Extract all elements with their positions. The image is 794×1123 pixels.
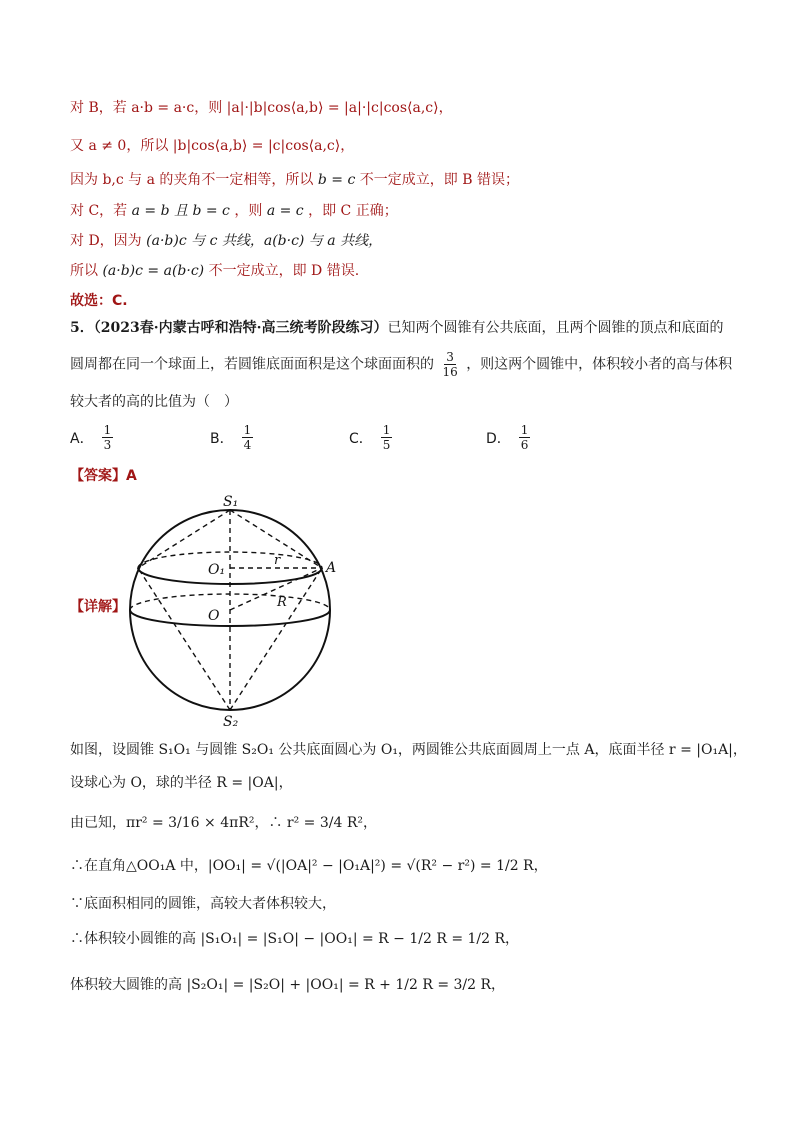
text-segment: 不一定成立，即 D 错误. <box>208 263 360 279</box>
question-text: 圆周都在同一个球面上，若圆锥底面面积是这个球面面积的 <box>70 356 434 373</box>
label-r: r <box>274 553 281 568</box>
option-label: A． <box>70 430 94 447</box>
solution-line-2: 设球心为 O，球的半径 R = |OA|， <box>70 775 293 791</box>
analysis-d-line-2 <box>70 261 359 281</box>
option-c[interactable] <box>349 423 394 452</box>
option-fraction <box>102 423 114 452</box>
question-number: 5． <box>70 320 94 336</box>
option-label: C． <box>349 430 373 447</box>
text-segment: 对 D，因为 <box>70 233 142 249</box>
label-o1: O₁ <box>208 562 226 578</box>
detail-tag: 【详解】 <box>70 599 126 615</box>
option-label: D． <box>486 430 511 447</box>
fraction-denominator: 5 <box>382 438 391 452</box>
fraction-numerator: 1 <box>243 423 252 437</box>
text-segment: 所以 <box>70 263 98 279</box>
fraction-numerator: 1 <box>103 423 112 437</box>
solution-line-3: 由已知，πr² = 3/16 × 4πR²，∴ r² = 3/4 R²， <box>70 815 377 831</box>
math-result: a = c <box>266 203 304 219</box>
text-segment: 因为 b,c 与 a 的夹角不一定相等，所以 <box>70 172 314 188</box>
label-R: R <box>277 595 287 610</box>
label-s2: S₂ <box>223 714 239 727</box>
analysis-c-line <box>70 201 398 221</box>
cone-edge <box>230 568 322 710</box>
text-segment: ，则 <box>234 203 263 219</box>
question-source: （2023春·内蒙古呼和浩特·高三统考阶段练习） <box>93 320 388 336</box>
fraction-numerator: 1 <box>520 423 529 437</box>
fraction-denominator: 16 <box>442 365 458 379</box>
fraction-3-16 <box>440 350 459 379</box>
analysis-d-line-1 <box>70 231 382 251</box>
option-a[interactable] <box>70 423 115 452</box>
option-fraction <box>519 423 531 452</box>
text-segment: ，即 C 正确； <box>308 203 398 219</box>
label-A: A <box>326 560 337 576</box>
answer-line: 【答案】A <box>70 468 137 484</box>
question-line-1 <box>70 318 723 338</box>
choice-line: 故选：C. <box>70 293 128 309</box>
option-d[interactable] <box>486 423 532 452</box>
fraction-denominator: 6 <box>520 438 529 452</box>
sphere-cones-diagram <box>120 492 360 727</box>
text-segment: 对 C，若 <box>70 203 128 219</box>
fraction-numerator: 1 <box>382 423 391 437</box>
option-b[interactable] <box>210 423 255 452</box>
question-line-3: 较大者的高的比值为（ ） <box>70 394 238 410</box>
text-segment: 不一定成立，即 B 错误； <box>359 172 519 188</box>
options-row <box>70 423 730 457</box>
question-text: ，则这两个圆锥中，体积较小者的高与体积 <box>466 356 733 373</box>
fraction-denominator: 3 <box>103 438 112 452</box>
analysis-b-line-3 <box>70 170 519 190</box>
math-collinear: (a·b)c 与 c 共线，a(b·c) 与 a 共线， <box>146 233 383 249</box>
label-o: O <box>208 608 220 624</box>
math-equation: (a·b)c = a(b·c) <box>102 263 205 279</box>
analysis-b-line-1: 对 B，若 a·b = a·c，则 |a|·|b|cos⟨a,b⟩ = |a|·|c|cos⟨a,c⟩， <box>70 100 453 116</box>
math-condition: a = b 且 b = c <box>131 203 230 219</box>
label-s1: S₁ <box>223 494 239 510</box>
solution-line-6: ∴体积较小圆锥的高 |S₁O₁| = |S₁O| − |OO₁| = R − 1/2 R = 1/2 R， <box>70 931 520 947</box>
solution-line-1: 如图，设圆锥 S₁O₁ 与圆锥 S₂O₁ 公共底面圆心为 O₁，两圆锥公共底面圆周上一点 A，底面半径 r = |O₁A|， <box>70 742 747 758</box>
analysis-b-line-2: 又 a ≠ 0，所以 |b|cos⟨a,b⟩ = |c|cos⟨a,c⟩， <box>70 138 355 154</box>
math-b-eq-c: b = c <box>317 172 356 188</box>
cone-edge <box>138 510 230 568</box>
question-line-2 <box>70 350 732 379</box>
question-text: 已知两个圆锥有公共底面，且两个圆锥的顶点和底面的 <box>387 320 724 336</box>
fraction-denominator: 4 <box>243 438 252 452</box>
fraction-numerator: 3 <box>446 350 454 364</box>
solution-line-7: 体积较大圆锥的高 |S₂O₁| = |S₂O| + |OO₁| = R + 1/2 R = 3/2 R， <box>70 977 506 993</box>
option-label: B． <box>210 430 234 447</box>
solution-line-5: ∵底面积相同的圆锥，高较大者体积较大， <box>70 896 336 912</box>
option-fraction <box>242 423 254 452</box>
option-fraction <box>381 423 393 452</box>
solution-line-4: ∴在直角△OO₁A 中，|OO₁| = √(|OA|² − |O₁A|²) = √(R² − r²) = 1/2 R， <box>70 858 548 874</box>
cone-edge <box>138 568 230 710</box>
sphere-figure-block <box>70 492 370 727</box>
